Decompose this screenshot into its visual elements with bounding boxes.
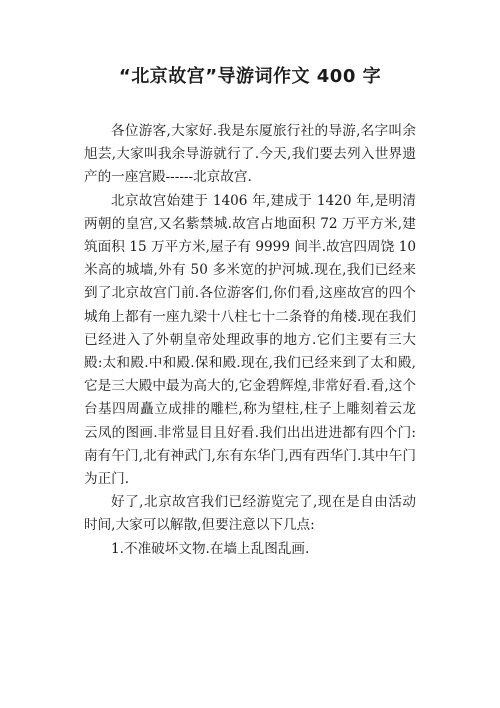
paragraph-free-time: 好了,北京故宫我们已经游览完了,现在是自由活动时间,大家可以解散,但要注意以下几点: [84,494,416,534]
paragraph-greeting: 各位游客,大家好.我是东厦旅行社的导游,名字叫余旭芸,大家叫我余导游就行了.今天,我们要去列入世界遗产的一座宫殿------北京故宫. [84,123,416,186]
paragraph-rule-1: 1.不准破坏文物.在墙上乱图乱画. [111,540,310,557]
paragraph-history: 北京故宫始建于 1406 年,建成于 1420 年,是明清两朝的皇宫,又名紫禁城.故宫占地面积 72 万平方米,建筑面积 15 万平方米,屋子有 9999 间半.故宫四周饶 10 米高的城墙,外有 50 多米宽的护河城.现在,我们已经来到了北京故宫门前.各位游客们,你们看,这座故宫的四个城角上都有一座九梁十八柱七十二条脊的角楼.现在我们已经进入了外朝皇帝处理政事的地方.它们主要有三大殿:太和殿.中和殿.保和殿.现在,我们已经来到了太和殿,它是三大殿中最为高大的,它金碧辉煌,非常好看.看,这个台基四周矗立成排的雕栏,称为望柱,柱子上雕刻着云龙云凤的图画.非常显目且好看.我们出出进进都有四个门:南有午门,北有神武门,东有东华门,西有西华门.其中午门为正门. [84,192,416,488]
document-title: “北京故宫”导游词作文 400 字 [118,66,382,87]
document-body [84,120,416,561]
